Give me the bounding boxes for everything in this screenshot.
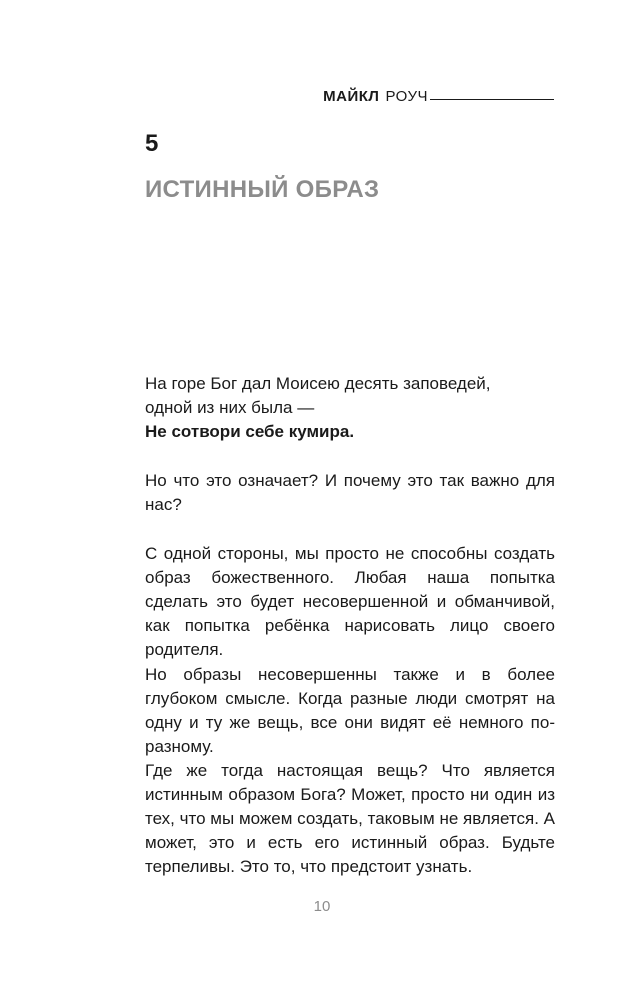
epigraph	[145, 372, 555, 444]
chapter-number: 5	[145, 130, 159, 157]
paragraph: Но образы несовершенны также и в более глубоком смысле. Когда разные люди смотрят на одну и ту же вещь, все они видят её немного по-разному.	[145, 665, 555, 756]
header-rule	[430, 99, 554, 100]
paragraph: Но что это означает? И почему это так важно для нас?	[145, 471, 555, 514]
epigraph-line: На горе Бог дал Моисею десять заповедей,	[145, 374, 491, 393]
paragraph: Где же тогда настоящая вещь? Что является истинным образом Бога? Может, просто ни один из тех, что мы можем создать, таковым не является. А может, это и есть его истинный образ. Будьте терпеливы. Это то, что предстоит узнать.	[145, 761, 555, 876]
author-first-name: МАЙКЛ	[323, 88, 380, 105]
commandment: Не сотвори себе кумира.	[145, 422, 355, 441]
author-last-name: РОУЧ	[385, 88, 428, 105]
epigraph-line: одной из них была —	[145, 398, 315, 417]
chapter-title: ИСТИННЫЙ ОБРАЗ	[145, 176, 380, 203]
running-header	[323, 88, 554, 105]
page-number: 10	[313, 898, 331, 915]
paragraph: С одной стороны, мы просто не способны создать образ божественного. Любая наша попытка сделать это будет несовершенной и обманчивой, как попытка ребёнка нарисовать лицо своего родителя.	[145, 544, 555, 659]
